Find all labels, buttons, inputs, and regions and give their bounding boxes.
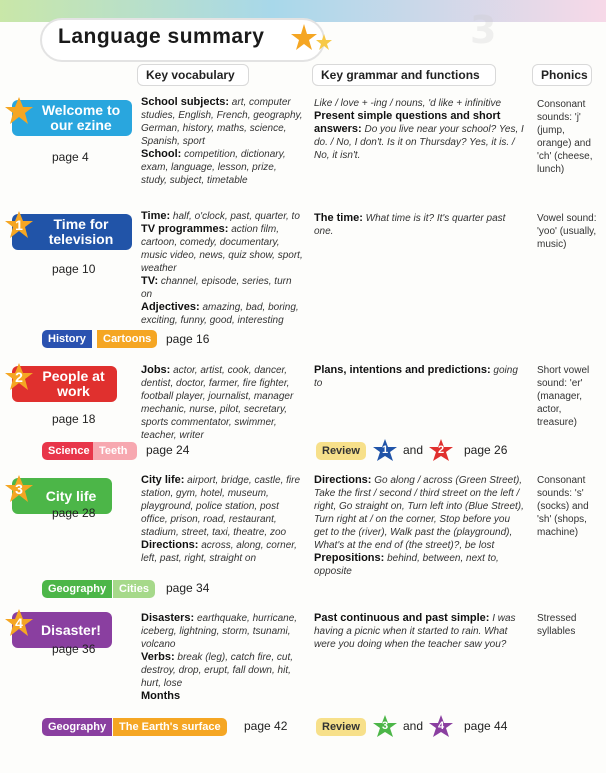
- unit-number: 3: [15, 481, 23, 497]
- phonics-block-unit-1: Vowel sound: 'yoo' (usually, music): [537, 213, 597, 250]
- phonics-block-unit-2: Short vowel sound: 'er' (manager, actor, treasure): [537, 365, 590, 428]
- unit-title: Welcome to our ezine: [41, 102, 121, 133]
- review-and: and: [403, 443, 424, 457]
- grammar-block-unit-4: Past continuous and past simple: I was having a picnic when it started to rain. What were you doing when the teacher saw you?: [314, 612, 516, 650]
- cross-curricular-topic[interactable]: Cities: [113, 580, 155, 598]
- grammar-block-unit-3: Directions: Go along / across (Green Street), Take the first / second / third street on the left / right, Go straight on, Turn left into (Blue Street), Turn right at / on the corner, Stop before you get to the (river), Walk past the (playground), What's at the end of (the street)?, be lost Prepositions: behind, between, next to, opposite: [314, 474, 524, 577]
- watermark-number: 3: [470, 8, 497, 52]
- page-ref-unit-3: page 28: [52, 506, 96, 520]
- vocab-block-unit-1: Time: half, o'clock, past, quarter, to TV programmes: action film, cartoon, comedy, documentary, music video, news, quiz show, sport, weather TV: channel, episode, series, turn on Adjectives: amazing, bad, boring, exciting, funny, good, interesting: [141, 210, 303, 326]
- review-page: page 26: [464, 443, 508, 457]
- review-page: page 44: [464, 719, 508, 733]
- vocab-block-unit-3: City life: airport, bridge, castle, fire station, gym, hotel, museum, playground, police station, post office, prison, road, restaurant, stadium, street, taxi, theatre, zoo Directions: across, along, corner, left, past, right, straight on: [141, 474, 301, 564]
- unit-number: 1: [15, 217, 23, 233]
- title-stars-icon: [284, 20, 340, 60]
- review-label[interactable]: Review: [316, 718, 366, 736]
- page-ref-unit-2: page 18: [52, 412, 96, 426]
- cross-curricular-page: page 34: [166, 581, 210, 595]
- unit-title: Disaster!: [41, 621, 101, 638]
- grammar-block-unit-1: The time: What time is it? It's quarter past one.: [314, 212, 506, 237]
- page-ref-unit-0: page 4: [52, 150, 89, 164]
- cross-curricular-subject[interactable]: Geography: [42, 718, 112, 736]
- cross-curricular-page: page 42: [244, 719, 288, 733]
- page-ref-unit-1: page 10: [52, 262, 96, 276]
- phonics-block-unit-4: Stressed syllables: [537, 613, 577, 637]
- column-header-grammar: Key grammar and functions: [312, 64, 496, 86]
- grammar-block-unit-0: Like / love + -ing / nouns, 'd like + infinitive Present simple questions and short answers: Do you live near your school? Yes, I do. / No, I don't. Is it on Thursday? Yes, it is. / No, it isn't.: [314, 98, 524, 161]
- cross-curricular-topic[interactable]: Cartoons: [97, 330, 157, 348]
- column-header-phonics: Phonics: [532, 64, 592, 86]
- unit-title: City life: [45, 487, 97, 504]
- cross-curricular-page: page 24: [146, 443, 190, 457]
- cross-curricular-subject[interactable]: Geography: [42, 580, 112, 598]
- cross-curricular-page: page 16: [166, 332, 210, 346]
- review-unit-number: 4: [437, 720, 445, 732]
- page-title: Language summary: [58, 25, 265, 48]
- vocab-block-unit-2: Jobs: actor, artist, cook, dancer, dentist, doctor, farmer, fire fighter, football player, journalist, manager mechanic, nurse, pilot, secretary, sports commentator, swimmer, teacher, writer: [141, 364, 294, 441]
- unit-title: Time for television: [48, 216, 114, 247]
- vocab-block-unit-4: Disasters: earthquake, hurricane, iceberg, lightning, storm, tsunami, volcano Verbs: break (leg), catch fire, cut, destroy, drop, erupt, fall down, hit, hurt, lose Months: [141, 612, 298, 702]
- grammar-block-unit-2: Plans, intentions and predictions: going to: [314, 364, 518, 389]
- review-unit-number: 3: [381, 720, 389, 732]
- cross-curricular-subject[interactable]: History: [42, 330, 92, 348]
- column-header-vocabulary: Key vocabulary: [137, 64, 249, 86]
- review-label[interactable]: Review: [316, 442, 366, 460]
- unit-title: People at work: [42, 368, 105, 399]
- cross-curricular-subject[interactable]: Science: [42, 442, 96, 460]
- review-unit-number: 2: [437, 444, 445, 456]
- unit-number: 2: [15, 369, 23, 385]
- phonics-block-unit-3: Consonant sounds: 's' (socks) and 'sh' (shops, machine): [537, 475, 589, 538]
- vocab-block-unit-0: School subjects: art, computer studies, English, French, geography, German, history, maths, science, Spanish, sport School: competition, dictionary, exam, language, lesson, prize, study, subject, timetable: [141, 96, 303, 186]
- page-ref-unit-4: page 36: [52, 642, 96, 656]
- star-icon: [4, 96, 34, 126]
- review-and: and: [403, 719, 424, 733]
- cross-curricular-topic[interactable]: The Earth's surface: [113, 718, 227, 736]
- phonics-block-unit-0: Consonant sounds: 'j' (jump, orange) and 'ch' (cheese, lunch): [537, 99, 593, 175]
- unit-number: 4: [15, 615, 23, 631]
- review-unit-number: 1: [381, 444, 389, 456]
- cross-curricular-topic[interactable]: Teeth: [93, 442, 137, 460]
